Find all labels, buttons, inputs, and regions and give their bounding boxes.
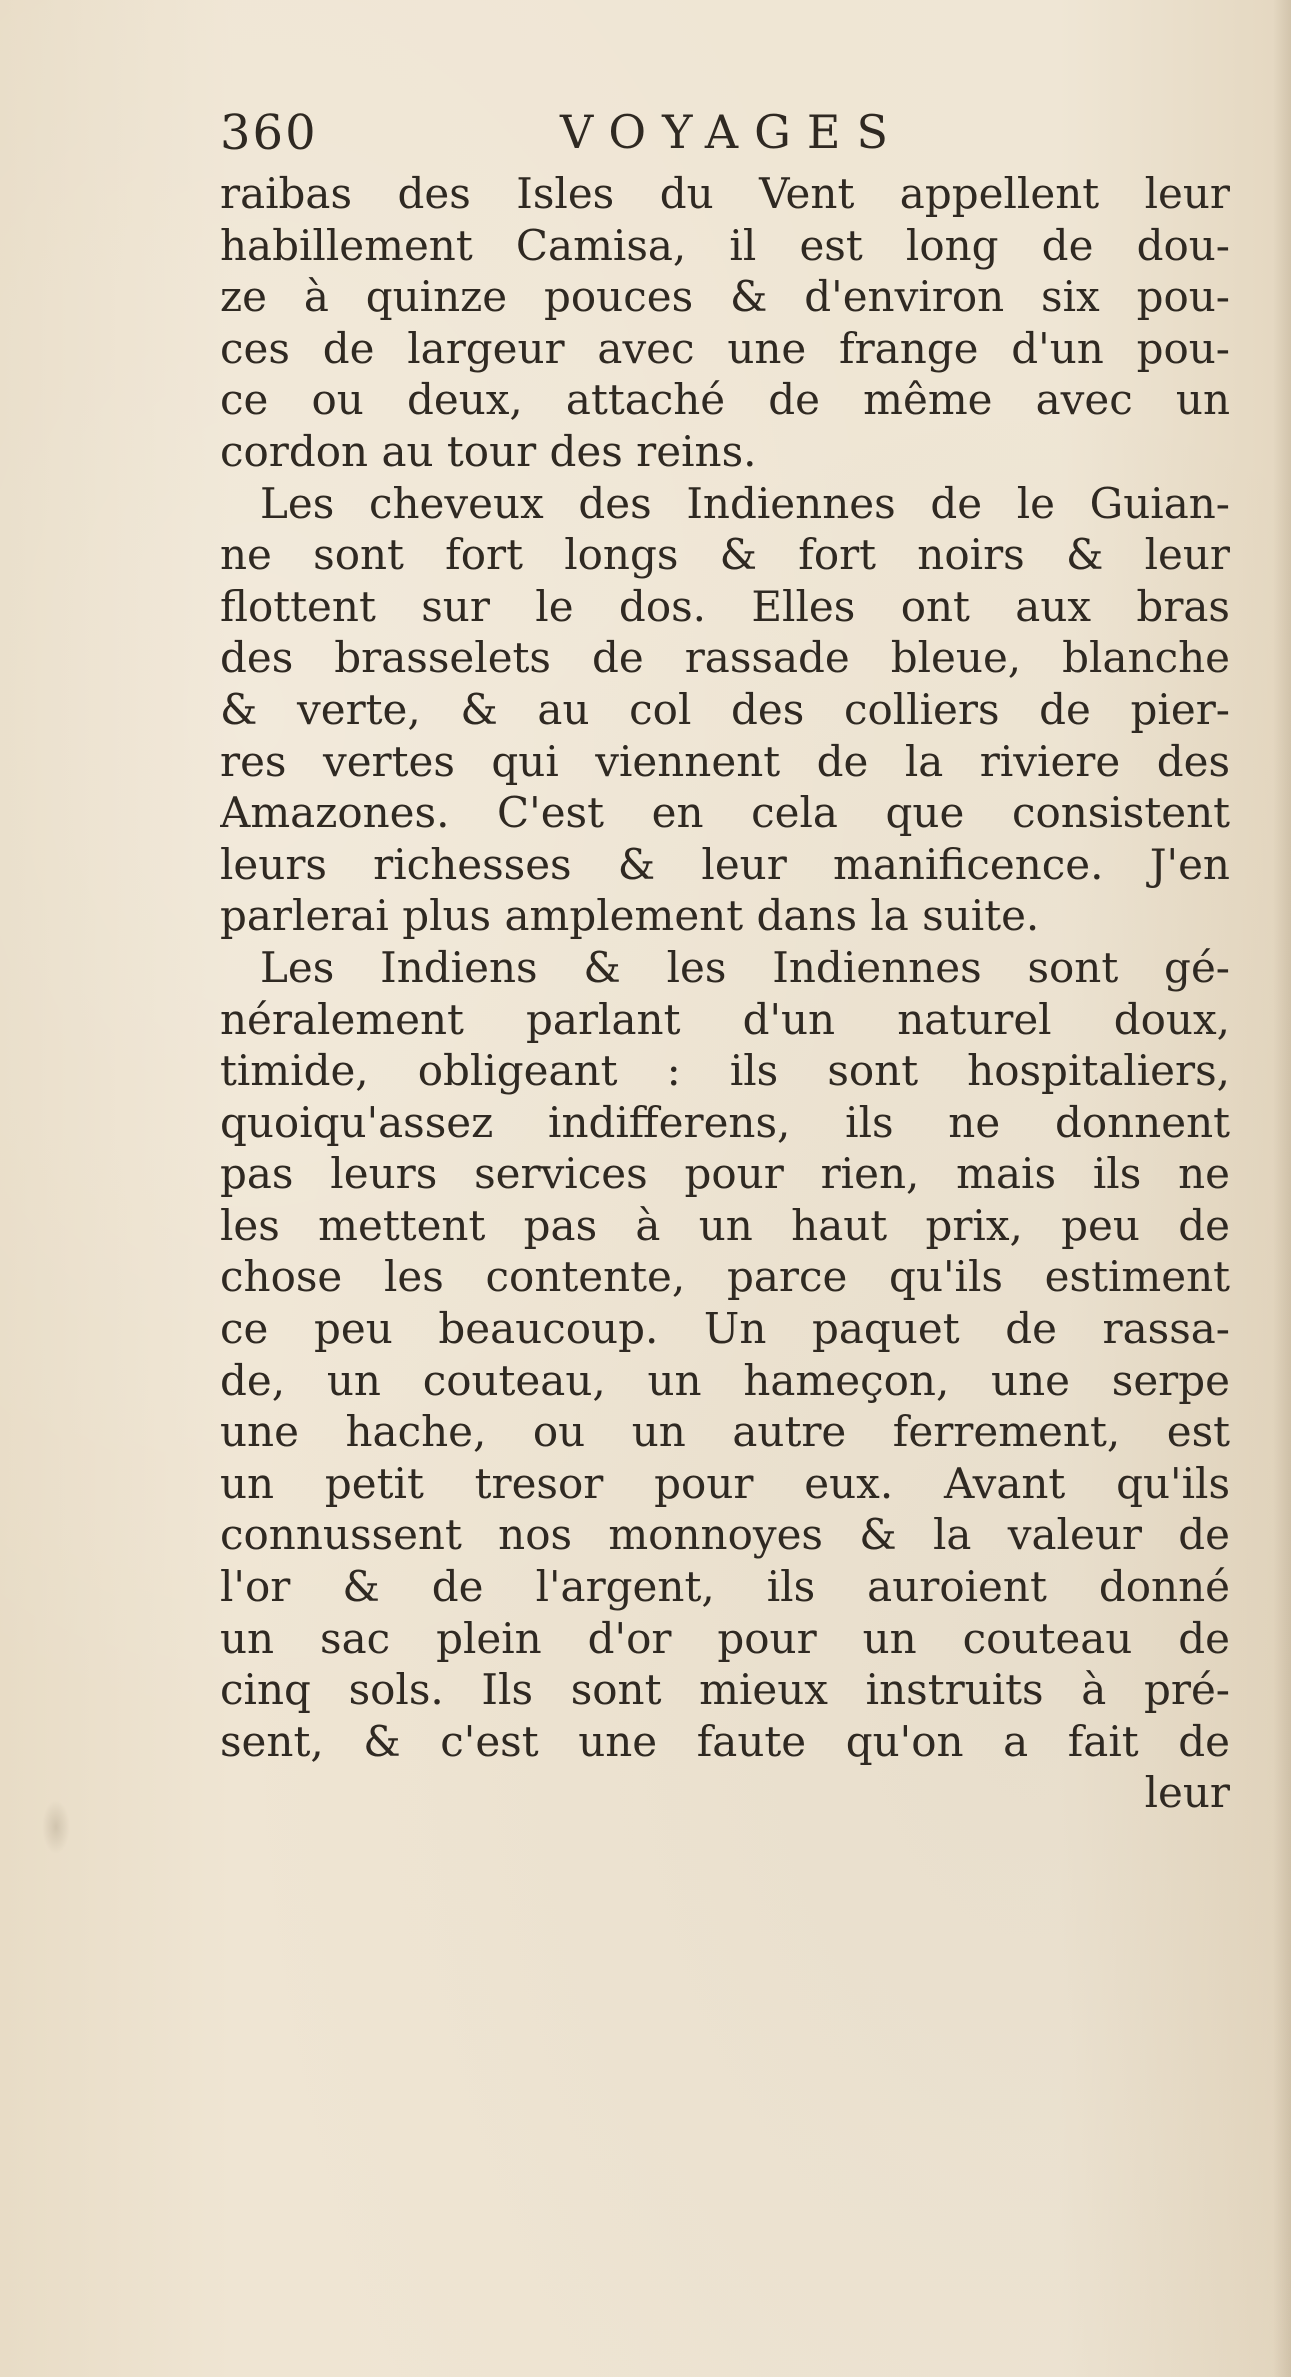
paragraph-start-line: Les cheveux des Indiennes de le Guian- — [260, 478, 1230, 528]
text-line: une hache, ou un autre ferrement, est — [220, 1407, 1230, 1457]
paper-stain — [42, 1800, 70, 1854]
text-line: timide, obligeant : ils sont hospitaliers, — [220, 1046, 1230, 1096]
paragraph-end-line: parlerai plus amplement dans la suite. — [220, 891, 1040, 941]
text-line: flottent sur le dos. Elles ont aux bras — [220, 581, 1230, 631]
text-line: ces de largeur avec une frange d'un pou- — [220, 323, 1230, 373]
text-line: & verte, & au col des colliers de pier- — [220, 684, 1230, 734]
paragraph-start-line: Les Indiens & les Indiennes sont gé- — [260, 942, 1230, 992]
text-line: pas leurs services pour rien, mais ils ne — [220, 1149, 1230, 1199]
text-line: sent, & c'est une faute qu'on a fait de — [220, 1716, 1230, 1766]
text-line: chose les contente, parce qu'ils estiment — [220, 1252, 1230, 1302]
catchword: leur — [1144, 1768, 1230, 1818]
text-line: quoiqu'assez indifferens, ils ne donnent — [220, 1097, 1230, 1147]
text-line: des brasselets de rassade bleue, blanche — [220, 633, 1230, 683]
text-line: un sac plein d'or pour un couteau de — [220, 1613, 1230, 1663]
text-line: ce ou deux, attaché de même avec un — [220, 375, 1230, 425]
paragraph-end-line: cordon au tour des reins. — [220, 426, 757, 476]
text-line: cinq sols. Ils sont mieux instruits à pré- — [220, 1665, 1230, 1715]
text-line: raibas des Isles du Vent appellent leur — [220, 169, 1230, 218]
text-line: Amazones. C'est en cela que consistent — [220, 788, 1230, 838]
text-line: l'or & de l'argent, ils auroient donné — [220, 1562, 1230, 1612]
text-line: les mettent pas à un haut prix, peu de — [220, 1200, 1230, 1250]
text-line: leurs richesses & leur manificence. J'en — [220, 839, 1230, 889]
page-header — [220, 105, 1230, 175]
page-edge-shadow — [1273, 0, 1291, 2377]
text-line: ne sont fort longs & fort noirs & leur — [220, 530, 1230, 580]
text-line: un petit tresor pour eux. Avant qu'ils — [220, 1458, 1230, 1508]
text-line: res vertes qui viennent de la riviere des — [220, 736, 1230, 786]
text-line: habillement Camisa, il est long de dou- — [220, 220, 1230, 270]
text-line: ze à quinze pouces & d'environ six pou- — [220, 272, 1230, 322]
page-number: 360 — [220, 105, 318, 161]
text-line: ce peu beaucoup. Un paquet de rassa- — [220, 1304, 1230, 1354]
text-line: de, un couteau, un hameçon, une serpe — [220, 1355, 1230, 1405]
text-line: connussent nos monnoyes & la valeur de — [220, 1510, 1230, 1560]
body-text — [220, 168, 1230, 1819]
running-head: VOYAGES — [560, 105, 904, 159]
text-line: néralement parlant d'un naturel doux, — [220, 994, 1230, 1044]
